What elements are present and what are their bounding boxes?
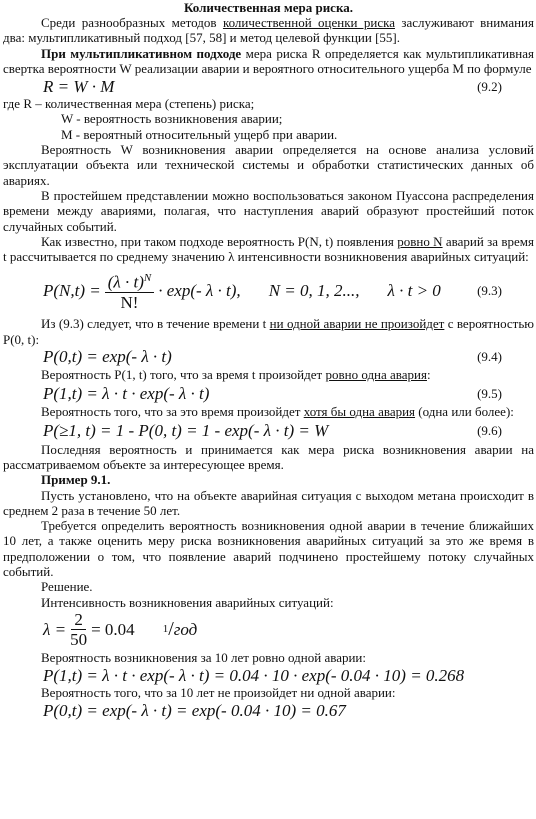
formula-9-6: P(≥1, t) = 1 - P(0, t) = 1 - exp(- λ · t) = W (9.6) <box>43 420 502 440</box>
paragraph-5: Как известно, при таком подходе вероятность P(N, t) появления ровно N аварий за время t рассчитывается по среднему значению λ интенсивности возникновения аварийных ситуаций: <box>3 233 535 265</box>
underlined-term: ровно N <box>397 233 443 249</box>
paragraph-6: Из (9.3) следует, что в течение времени t ни одной аварии не произойдет с вероятностью P(0, t): <box>3 316 534 347</box>
paragraph-3: Вероятность W возникновения аварии определяется на основе анализа условий эксплуатации объекта или технической системы и обработки статистических данных об авариях. <box>3 142 534 188</box>
paragraph-1: Среди разнообразных методов количественной оценки риска заслуживают внимания два: мультипликативный подход [57, 58] и метод целевой функции [55]. <box>3 15 534 46</box>
underlined-term: количественной оценки риска <box>222 15 395 30</box>
paragraph-2: При мультипликативном подходе мера риска R определяется как мультипликативная свертка вероятности W реализации аварии и вероятного относительного ущерба M по формуле <box>3 45 534 76</box>
formula-number: (9.5) <box>477 385 502 401</box>
example-heading: Пример 9.1. <box>41 472 111 488</box>
paragraph-8: Вероятность того, что за это время произойдет хотя бы одна авария (одна или более): <box>41 404 514 420</box>
formula-number: (9.3) <box>477 282 502 298</box>
unit: 1 / год <box>162 618 198 641</box>
paragraph-4: В простейшем представлении можно воспользоваться законом Пуассона распределения времени между авариями, полагая, что наступления аварий образуют простейший поток случайных событий. <box>3 187 534 234</box>
formula-number: (9.2) <box>477 78 502 94</box>
bold-term: При мультипликативном подходе <box>41 45 242 61</box>
fraction: $\frac{2}{50}$ <box>70 610 88 650</box>
solution-label: Решение. <box>41 579 93 595</box>
formula-9-4: P(0,t) = exp(- λ · t) (9.4) <box>43 347 502 367</box>
underlined-term: хотя бы одна авария <box>303 404 416 420</box>
definition-line: где R – количественная мера (степень) риска; <box>3 96 255 112</box>
underlined-term: ни одной аварии не произойдет <box>269 316 445 332</box>
fraction: $\frac{(\lambda \cdot t)^N}{N!}$ <box>105 271 155 310</box>
paragraph-14: Вероятность того, что за 10 лет не произойдет ни одной аварии: <box>41 685 396 701</box>
paragraph-11: Требуется определить вероятность возникновения одной аварии в течение ближайших 10 лет, а также оценить меру риска возникновения аварийных ситуаций за это же время в предположении о том, что появление аварий подчинено простейшему потоку случайных событий. <box>3 518 534 580</box>
formula-number: (9.6) <box>477 422 502 438</box>
section-title: Количественная мера риска. <box>184 0 353 15</box>
formula-9-5: P(1,t) = λ · t · exp(- λ · t) (9.5) <box>43 383 502 403</box>
formula-9-2: R = W · M (9.2) <box>43 76 502 96</box>
paragraph-7: Вероятность P(1, t) того, что за время t произойдет ровно одна авария: <box>41 367 431 383</box>
paragraph-9: Последняя вероятность и принимается как мера риска возникновения аварии на рассматриваемом объекте за интересующее время. <box>3 441 534 472</box>
paragraph-10: Пусть установлено, что на объекте аварийная ситуация с выходом метана происходит в среднем 2 раза в течение 50 лет. <box>3 487 534 518</box>
definition-line: W - вероятность возникновения аварии; <box>61 111 283 127</box>
formula-result-1: P(1,t) = λ · t · exp(- λ · t) = 0.04 · 10 · exp(- 0.04 · 10) = 0.268 <box>43 665 465 685</box>
formula-result-2: P(0,t) = exp(- λ · t) = exp(- 0.04 · 10) = 0.67 <box>43 700 346 720</box>
definition-line: M - вероятный относительный ущерб при аварии. <box>61 126 338 142</box>
underlined-term: ровно одна авария <box>325 367 427 383</box>
paragraph-12: Интенсивность возникновения аварийных ситуаций: <box>41 594 334 610</box>
formula-lambda: λ = $\frac{2}{50}$ = 0.04 1 / год <box>43 610 198 650</box>
formula-9-3: P(N,t) = $\frac{(\lambda \cdot t)^N}{N!}$ · exp(- λ · t), N = 0, 1, 2..., λ · t > 0 (9.3) <box>43 271 502 312</box>
formula-number: (9.4) <box>477 349 502 365</box>
paragraph-13: Вероятность возникновения за 10 лет ровно одной аварии: <box>41 649 366 665</box>
